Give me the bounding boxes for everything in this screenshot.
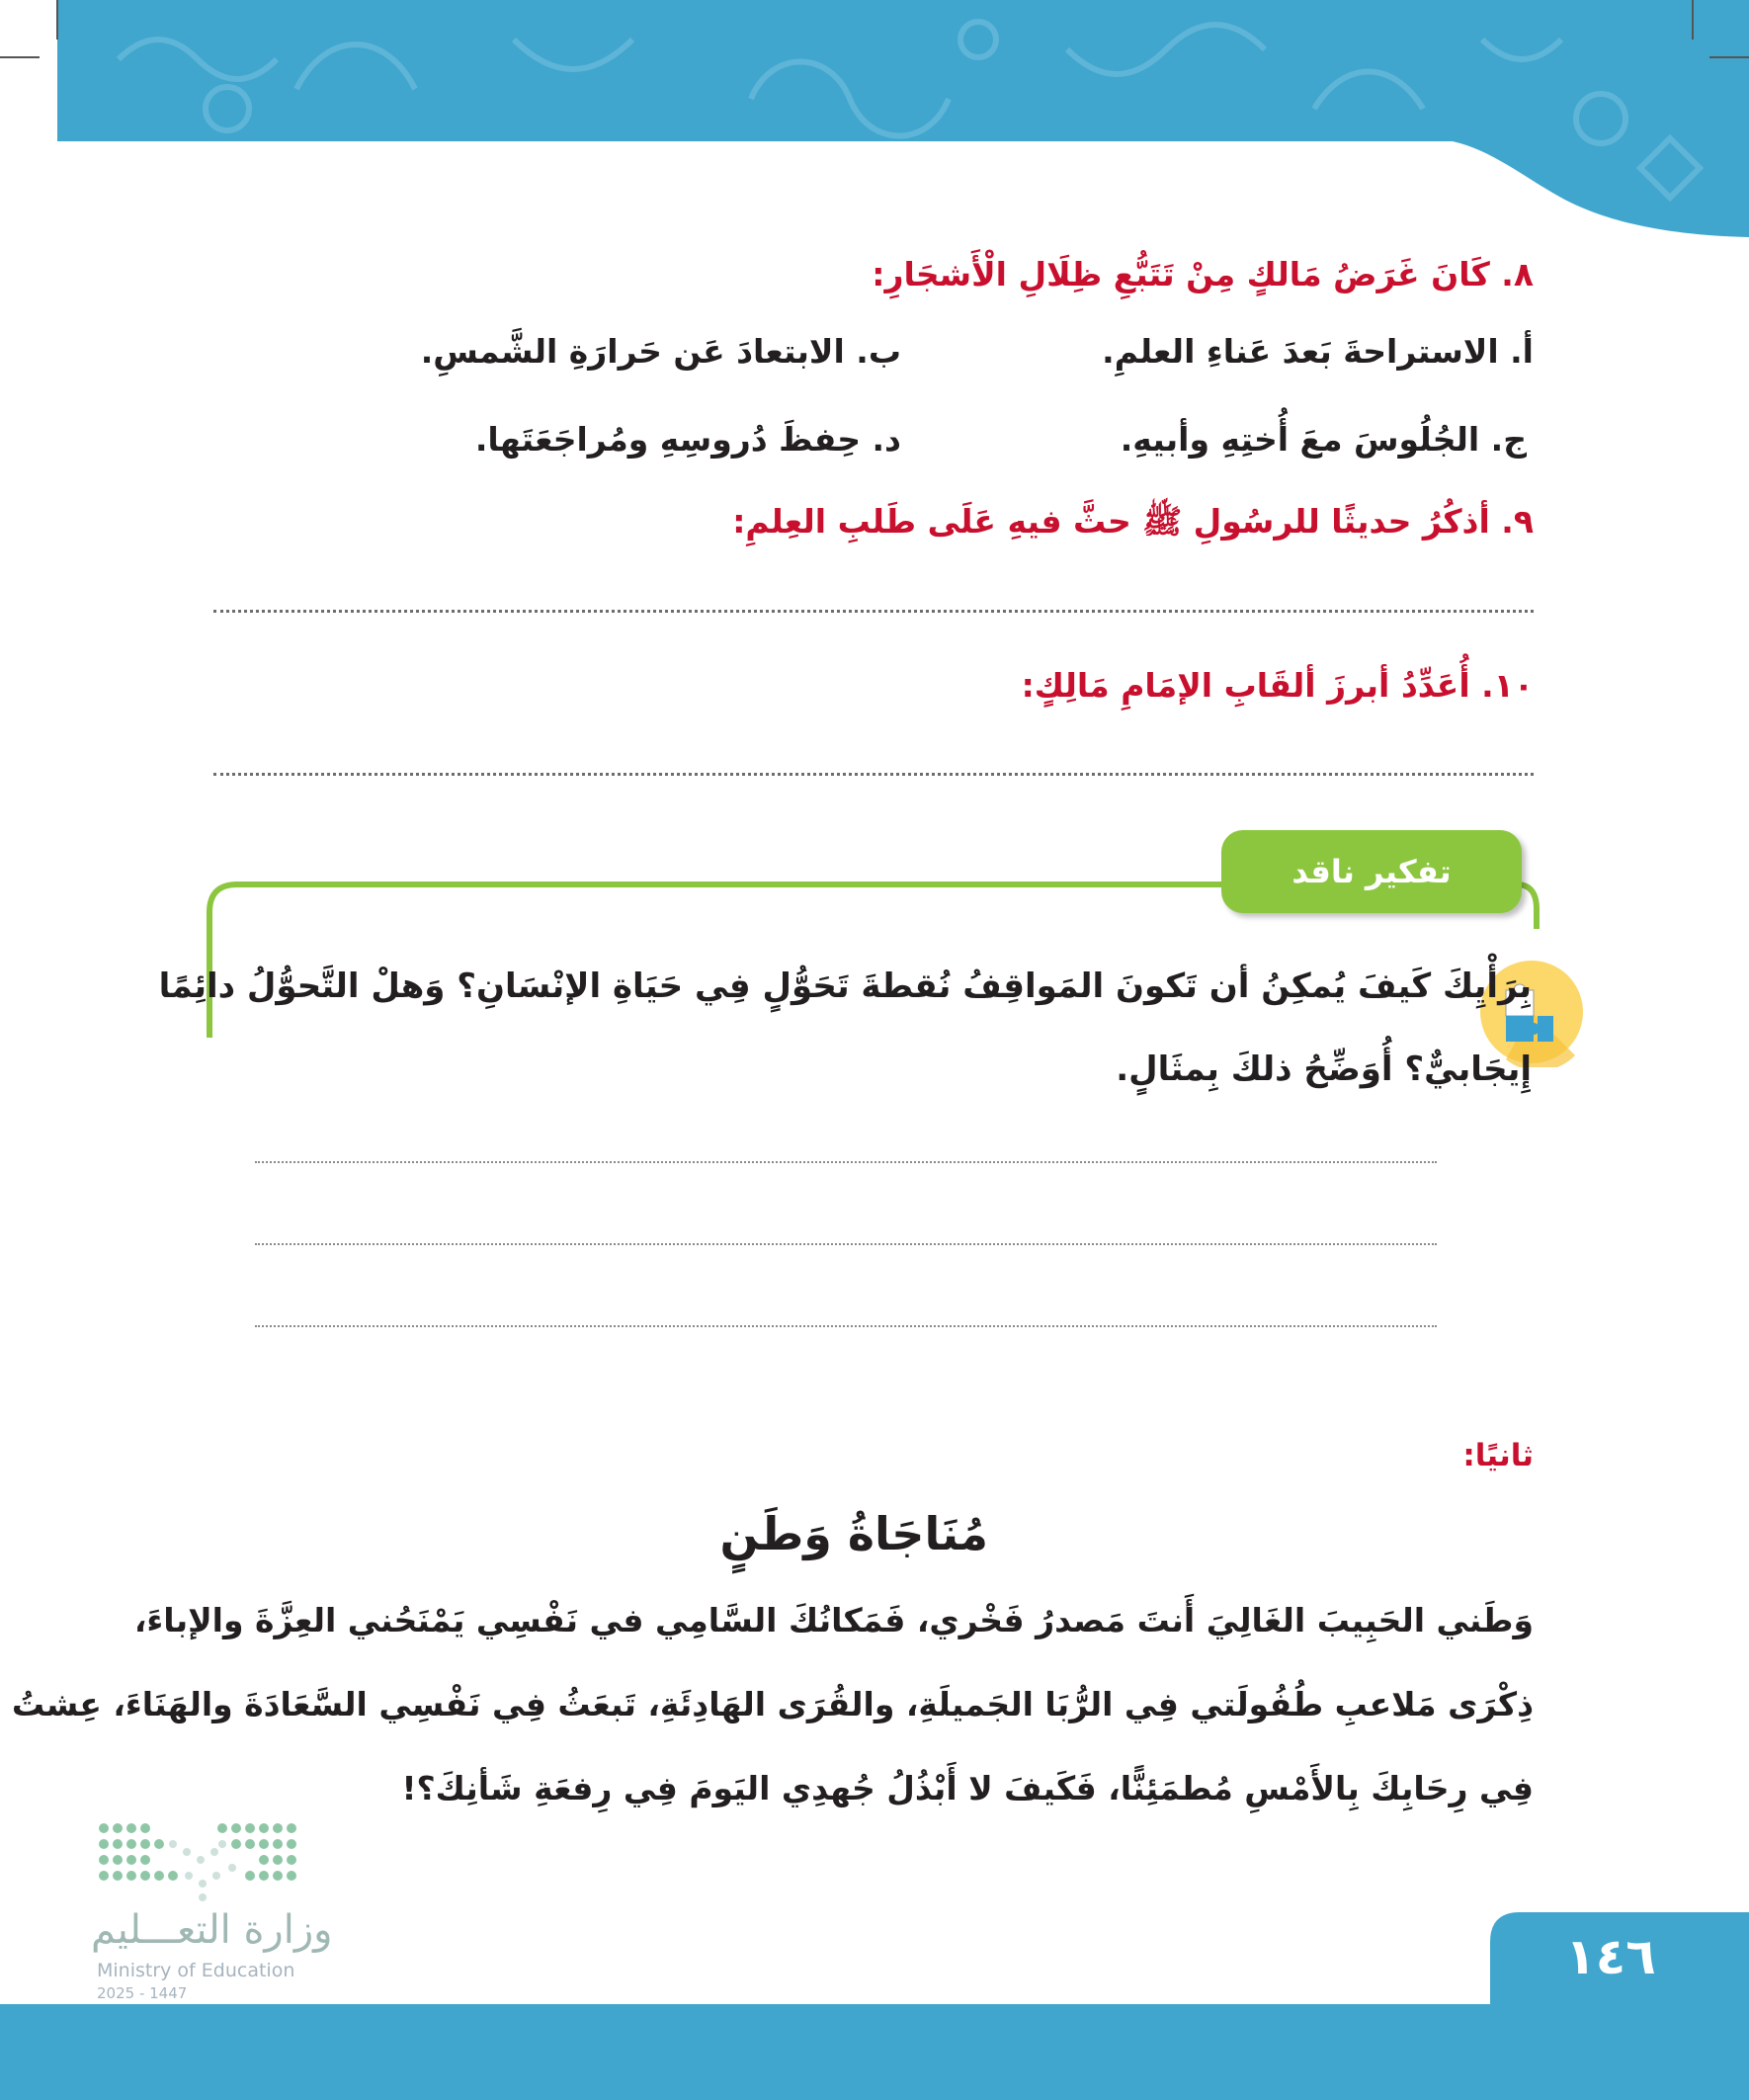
critical-thinking-tab-label: تفكير ناقد bbox=[1291, 853, 1452, 890]
page-number: ١٤٦ bbox=[1565, 1928, 1656, 1985]
crop-mark bbox=[1692, 0, 1694, 40]
option-b[interactable]: ب. الابتعادَ عَن حَرارَةِ الشَّمسِ. bbox=[420, 332, 901, 371]
option-d[interactable]: د. حِفظَ دُروسِهِ ومُراجَعَتَها. bbox=[474, 420, 901, 459]
answer-line-ct-3[interactable] bbox=[255, 1325, 1437, 1327]
section-label: ثانيًا: bbox=[1462, 1438, 1534, 1473]
answer-line-ct-2[interactable] bbox=[255, 1243, 1437, 1245]
crop-mark bbox=[1709, 56, 1749, 58]
option-c[interactable]: ج. الجُلُوسَ معَ أُختِهِ وأبيهِ. bbox=[1120, 420, 1527, 459]
question-10-title: ١٠. أُعَدِّدُ أبرزَ ألقَابِ الإمَامِ مَالِكٍ: bbox=[1021, 666, 1534, 705]
answer-line-10[interactable] bbox=[213, 773, 1534, 776]
crop-mark bbox=[0, 56, 40, 58]
ministry-name-english: Ministry of Education bbox=[97, 1960, 295, 1981]
paragraph-line-2: ذِكْرَى مَلاعبِ طُفُولَتي فِي الرُّبَا الجَميلَةِ، والقُرَى الهَادِئَةِ، تَبعَثُ فِي نَفْسِي السَّعَادَةَ والهَنَاءَ، عِشتُ bbox=[11, 1685, 1534, 1723]
question-9-title: ٩. أذكُرُ حديثًا للرسُولِ ﷺ حثَّ فيهِ عَلَى طَلبِ العِلمِ: bbox=[732, 502, 1534, 541]
answer-line-ct-1[interactable] bbox=[255, 1161, 1437, 1163]
crop-mark bbox=[56, 0, 58, 40]
bottom-band bbox=[0, 2004, 1749, 2100]
answer-line-9[interactable] bbox=[213, 610, 1534, 613]
top-banner bbox=[0, 0, 1749, 237]
option-a[interactable]: أ. الاستراحةَ بَعدَ عَناءِ العلمِ. bbox=[1102, 332, 1534, 371]
ministry-name-arabic: وزارة التعـــليم bbox=[91, 1907, 333, 1953]
passage-title: مُنَاجَاةُ وَطَنٍ bbox=[719, 1507, 988, 1560]
ministry-logo bbox=[94, 1818, 311, 1907]
critical-thinking-line-2: إِيجَابيٌّ؟ أُوَضِّحُ ذلكَ بِمثَالٍ. bbox=[1116, 1050, 1532, 1089]
paragraph-line-1: وَطَني الحَبِيبَ الغَالِيَ أَنتَ مَصدرُ فَخْري، فَمَكانُكَ السَّامِي في نَفْسِي يَمْنَحُني العِزَّةَ والإباءَ، bbox=[133, 1601, 1534, 1639]
critical-thinking-tab bbox=[1221, 830, 1522, 913]
paragraph-line-3: فِي رِحَابِكَ بِالأَمْسِ مُطمَئِنًّا، فَكَيفَ لا أَبْذُلُ جُهدِي اليَومَ فِي رِفعَةِ شَأنِكَ؟! bbox=[401, 1769, 1534, 1807]
critical-thinking-line-1: بِرَأْيِكَ كَيفَ يُمكِنُ أن تَكونَ المَواقِفُ نُقطةَ تَحَوُّلٍ فِي حَيَاةِ الإنْسَانِ؟ وَهلْ التَّحوُّلُ دائِمًا bbox=[158, 966, 1532, 1006]
question-8-title: ٨. كَانَ غَرَضُ مَالكٍ مِنْ تَتَبُّعِ ظِلَالِ الْأَشجَارِ: bbox=[872, 255, 1534, 294]
edition-year: 2025 - 1447 bbox=[97, 1984, 188, 2002]
